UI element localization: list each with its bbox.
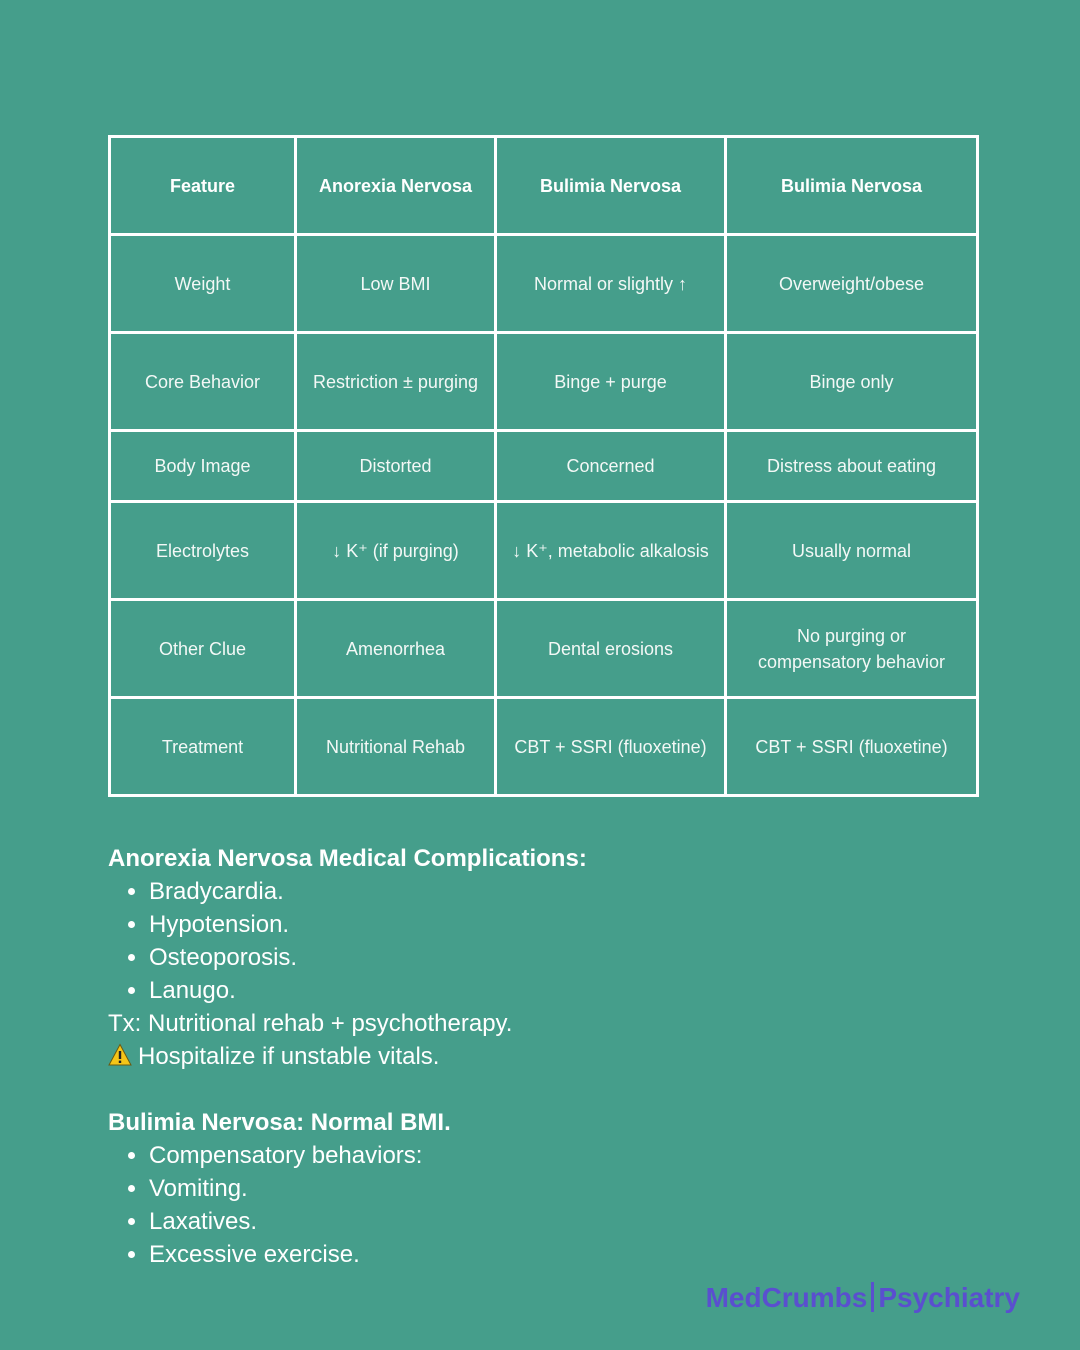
table-cell: ↓ K⁺, metabolic alkalosis	[496, 502, 726, 600]
warning-icon	[108, 1043, 132, 1067]
table-cell: Overweight/obese	[726, 235, 978, 333]
table-row	[110, 600, 978, 698]
table-cell: Weight	[110, 235, 296, 333]
anorexia-heading: Anorexia Nervosa Medical Complications:	[108, 845, 587, 872]
table-cell: Amenorrhea	[296, 600, 496, 698]
table-cell: CBT + SSRI (fluoxetine)	[496, 698, 726, 796]
table-cell: Core Behavior	[110, 333, 296, 431]
table-cell: Nutritional Rehab	[296, 698, 496, 796]
table-row	[110, 698, 978, 796]
header-cell: Bulimia Nervosa	[496, 137, 726, 235]
table-cell: Dental erosions	[496, 600, 726, 698]
anorexia-treatment: Tx: Nutritional rehab + psychotherapy.	[108, 1010, 513, 1037]
table-cell: Low BMI	[296, 235, 496, 333]
table-cell: No purging or compensatory behavior	[726, 600, 978, 698]
list-item: • Osteoporosis.	[149, 941, 968, 974]
list-item: • Lanugo.	[149, 974, 968, 1007]
bulimia-heading: Bulimia Nervosa: Normal BMI.	[108, 1109, 451, 1136]
list-item: • Vomiting.	[149, 1172, 968, 1205]
header-cell: Bulimia Nervosa	[726, 137, 978, 235]
table-cell: CBT + SSRI (fluoxetine)	[726, 698, 978, 796]
table-cell: Distress about eating	[726, 431, 978, 502]
hospitalize-warning	[108, 1040, 968, 1073]
list-item: • Bradycardia.	[149, 875, 968, 908]
list-item: • Laxatives.	[149, 1205, 968, 1238]
table-row	[110, 431, 978, 502]
table-header-row	[110, 137, 978, 235]
table-cell: Concerned	[496, 431, 726, 502]
brand-name: MedCrumbs	[705, 1282, 868, 1313]
table-cell: Restriction ± purging	[296, 333, 496, 431]
brand-separator	[871, 1282, 874, 1312]
warning-text: Hospitalize if unstable vitals.	[138, 1043, 440, 1070]
table-row	[110, 502, 978, 600]
anorexia-complications-list	[108, 875, 968, 1007]
list-item: • Hypotension.	[149, 908, 968, 941]
brand-logo	[706, 1282, 1020, 1314]
list-item: • Compensatory behaviors:	[149, 1139, 968, 1172]
table-cell: Binge + purge	[496, 333, 726, 431]
table-cell: Distorted	[296, 431, 496, 502]
table-cell: Binge only	[726, 333, 978, 431]
table-cell: Other Clue	[110, 600, 296, 698]
table-cell: Treatment	[110, 698, 296, 796]
notes-section	[108, 842, 968, 1271]
header-cell: Feature	[110, 137, 296, 235]
bulimia-list	[108, 1139, 968, 1271]
table-cell: Electrolytes	[110, 502, 296, 600]
table-cell: ↓ K⁺ (if purging)	[296, 502, 496, 600]
table-row	[110, 333, 978, 431]
comparison-table	[108, 135, 979, 797]
table-cell: Usually normal	[726, 502, 978, 600]
table-cell: Normal or slightly ↑	[496, 235, 726, 333]
brand-section: Psychiatry	[878, 1282, 1020, 1313]
list-item: • Excessive exercise.	[149, 1238, 968, 1271]
table-row	[110, 235, 978, 333]
table-cell: Body Image	[110, 431, 296, 502]
header-cell: Anorexia Nervosa	[296, 137, 496, 235]
